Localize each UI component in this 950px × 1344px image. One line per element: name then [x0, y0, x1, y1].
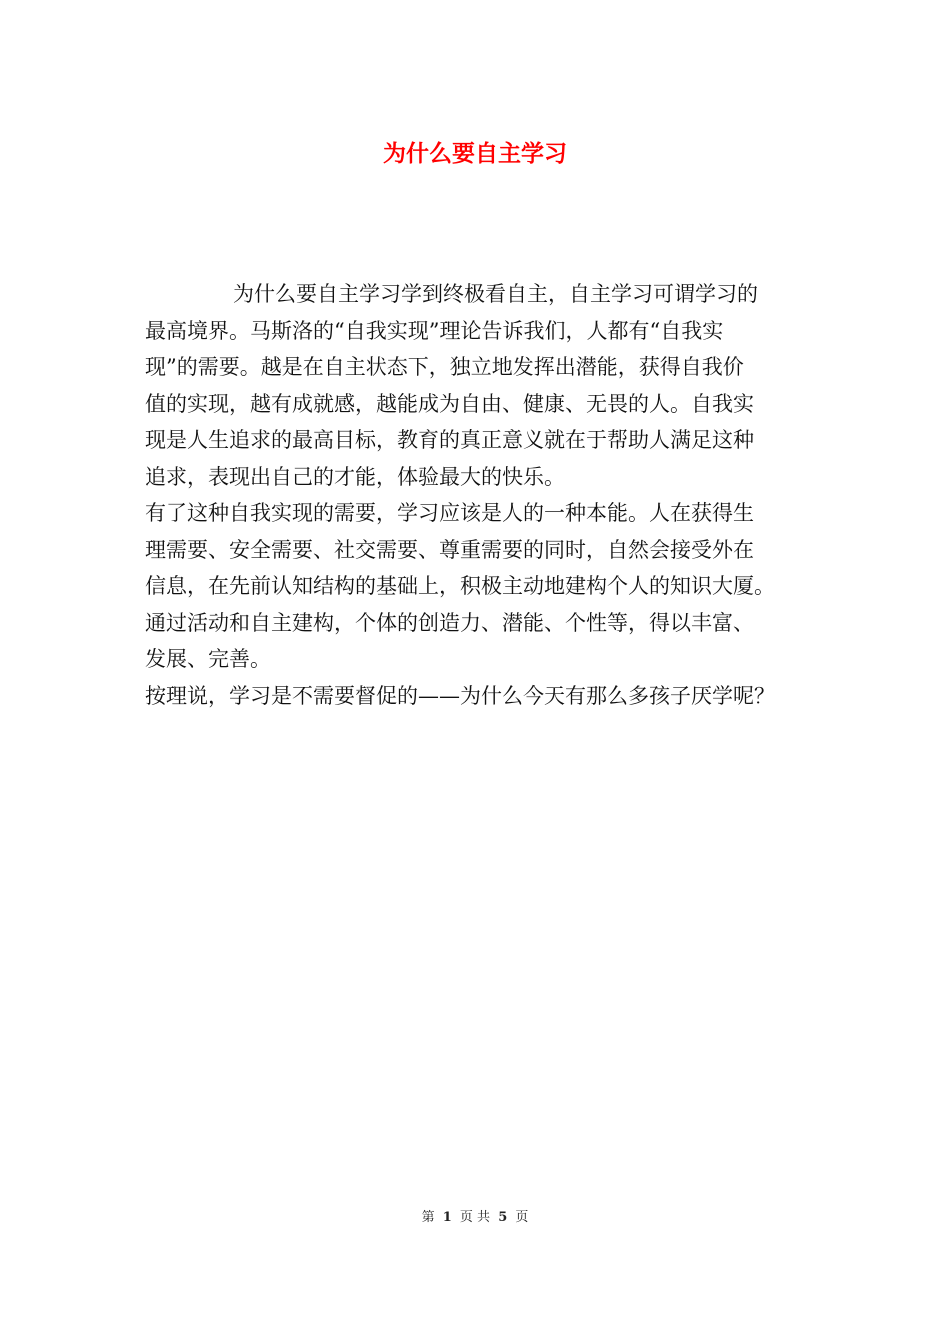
- paragraph-2-line-5: 发展、完善。: [145, 647, 271, 671]
- footer-middle: 页 共: [459, 1210, 491, 1225]
- paragraph-2-line-3: 信息，在先前认知结构的基础上，积极主动地建构个人的知识大厦。: [145, 574, 775, 598]
- paragraph-3-line-1: 按理说，学习是不需要督促的——为什么今天有那么多孩子厌学呢？: [145, 683, 775, 708]
- page-footer: [0, 1208, 950, 1228]
- document-body: [145, 276, 815, 714]
- footer-current-page: 1: [442, 1210, 452, 1225]
- page-title: 为什么要自主学习: [383, 141, 567, 167]
- paragraph-3: [145, 678, 815, 715]
- paragraph-2-line-1: 有了这种自我实现的需要，学习应该是人的一种本能。人在获得生: [145, 501, 754, 525]
- paragraph-2-line-4: 通过活动和自主建构，个体的创造力、潜能、个性等，得以丰富、: [145, 610, 754, 635]
- footer-suffix: 页: [515, 1210, 529, 1225]
- footer-prefix: 第: [421, 1210, 435, 1225]
- paragraph-1-line-2: 最高境界。马斯洛的“自我实现”理论告诉我们，人都有“自我实: [145, 318, 724, 343]
- paragraph-1-line-5: 现是人生追求的最高目标，教育的真正意义就在于帮助人满足这种: [145, 428, 754, 452]
- paragraph-2-line-2: 理需要、安全需要、社交需要、尊重需要的同时，自然会接受外在: [145, 537, 754, 562]
- paragraph-1-line-4: 值的实现，越有成就感，越能成为自由、健康、无畏的人。自我实: [145, 391, 754, 416]
- paragraph-1-line-6: 追求，表现出自己的才能，体验最大的快乐。: [145, 464, 565, 489]
- paragraph-1-line-1: 为什么要自主学习学到终极看自主，自主学习可谓学习的: [233, 282, 758, 306]
- paragraph-1: [145, 276, 815, 495]
- footer-total-pages: 5: [498, 1210, 508, 1225]
- paragraph-1-line-3: 现”的需要。越是在自主状态下，独立地发挥出潜能，获得自我价: [145, 355, 744, 379]
- paragraph-2: [145, 495, 815, 678]
